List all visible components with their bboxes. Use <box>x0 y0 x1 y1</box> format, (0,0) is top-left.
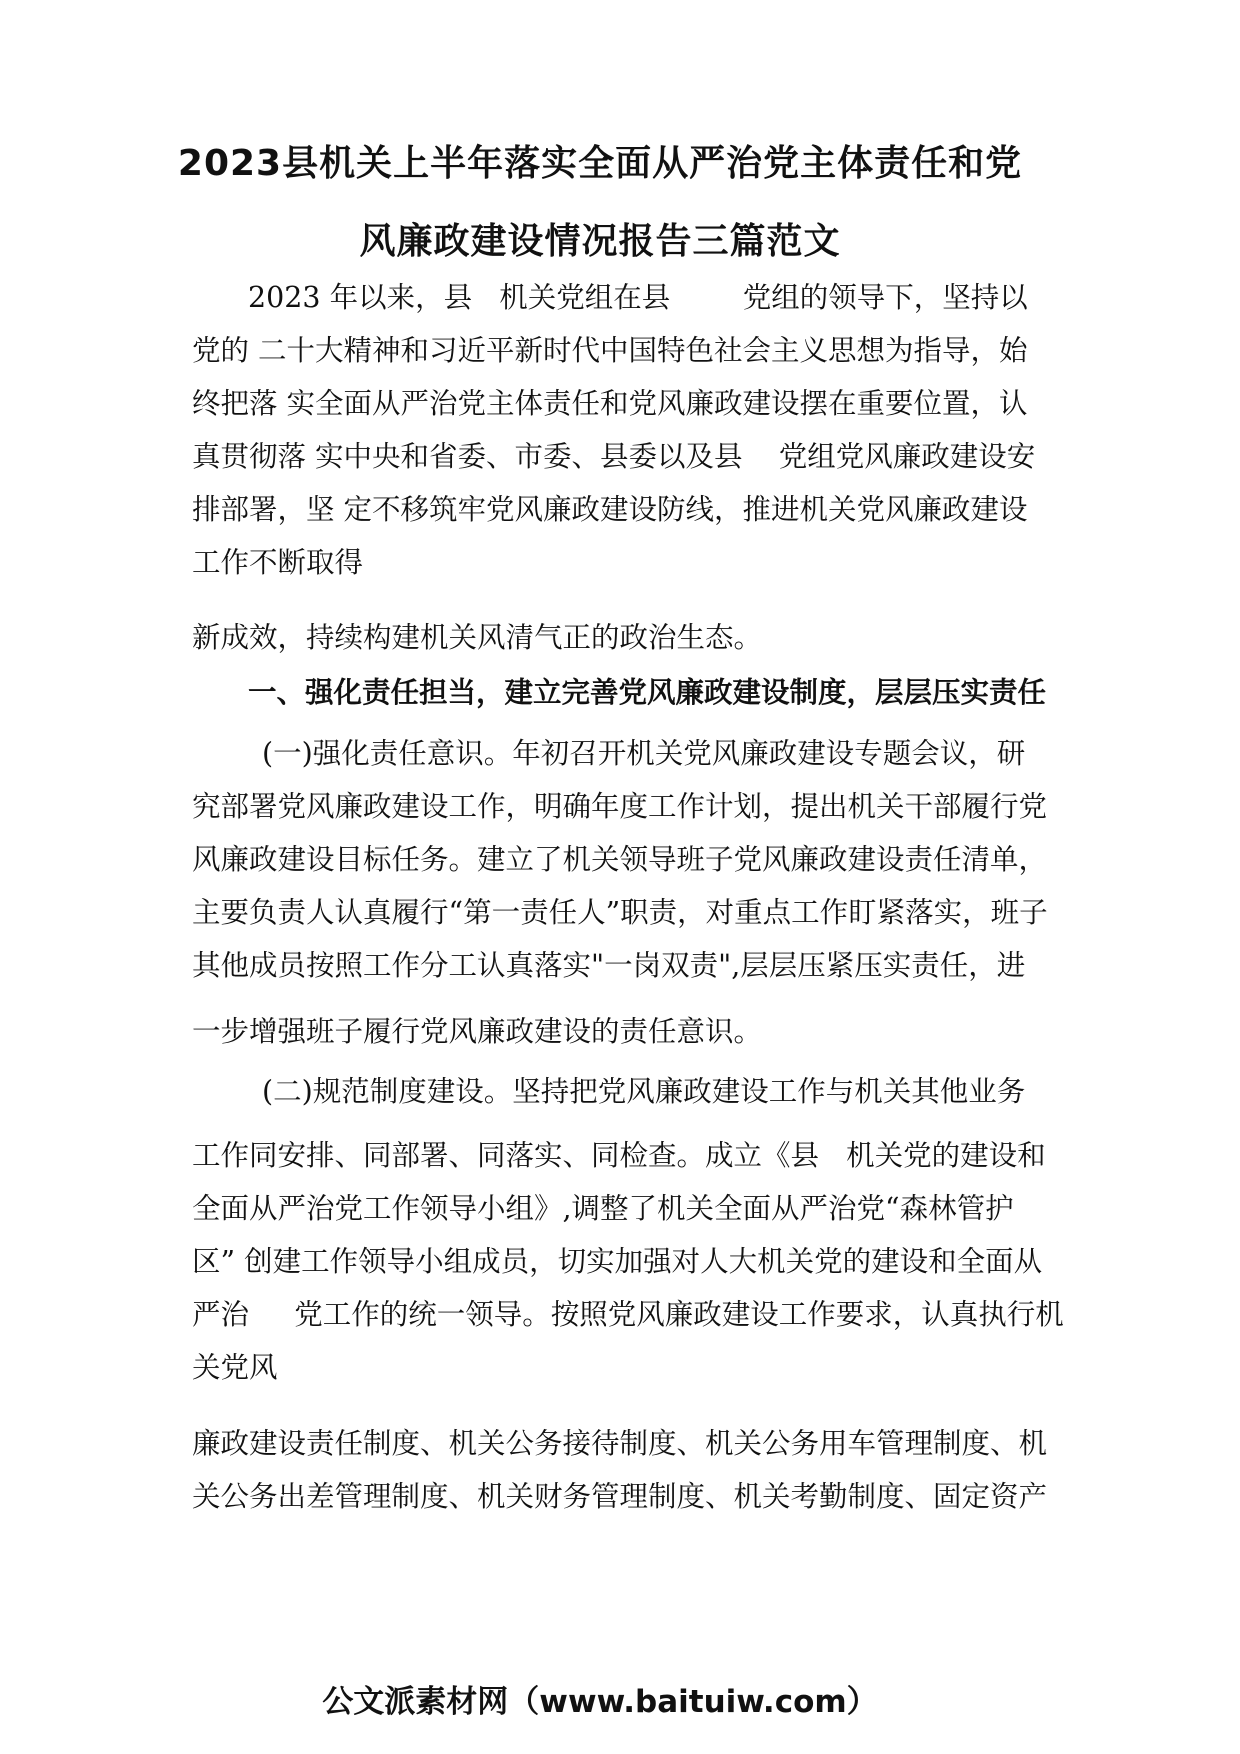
intro-line-2: 党的 二十大精神和习近平新时代中国特色社会主义思想为指导，始 <box>192 334 1028 367</box>
document-title-line-1: 2023县机关上半年落实全面从严治党主体责任和党 <box>177 143 1023 184</box>
para1-line-6: 一步增强班子履行党风廉政建设的责任意识。 <box>192 1015 763 1048</box>
para1-line-3: 风廉政建设目标任务。建立了机关领导班子党风廉政建设责任清单， <box>192 843 1048 876</box>
para2-line-2: 工作同安排、同部署、同落实、同检查。成立《县 机关党的建设和 <box>192 1139 1046 1172</box>
intro-line-6: 工作不断取得 <box>192 546 364 579</box>
para2-line-5: 严治 党工作的统一领导。按照党风廉政建设工作要求，认真执行机 <box>192 1298 1064 1331</box>
para2-line-4: 区” 创建工作领导小组成员，切实加强对人大机关党的建设和全面从 <box>192 1245 1043 1278</box>
document-title-line-2: 风廉政建设情况报告三篇范文 <box>359 221 841 262</box>
para2-line-1: (二)规范制度建设。坚持把党风廉政建设工作与机关其他业务 <box>262 1075 1026 1108</box>
para1-line-5: 其他成员按照工作分工认真落实"一岗双责",层层压紧压实责任，进 <box>192 949 1026 982</box>
para2-line-7: 廉政建设责任制度、机关公务接待制度、机关公务用车管理制度、机 <box>192 1427 1048 1460</box>
section-heading: 一、强化责任担当，建立完善党风廉政建设制度，层层压实责任 <box>248 676 1047 709</box>
intro-line-1: 2023 年以来，县 机关党组在县 党组的领导下，坚持以 <box>248 281 1028 314</box>
para2-line-6: 关党风 <box>192 1351 278 1384</box>
intro-line-4: 真贯彻落 实中央和省委、市委、县委以及县 党组党风廉政建设安 <box>192 440 1036 473</box>
para1-line-4: 主要负责人认真履行“第一责任人”职责，对重点工作盯紧落实，班子 <box>192 896 1048 929</box>
para1-line-1: (一)强化责任意识。年初召开机关党风廉政建设专题会议，研 <box>262 737 1026 770</box>
intro-line-3: 终把落 实全面从严治党主体责任和党风廉政建设摆在重要位置，认 <box>192 387 1028 420</box>
para2-line-3: 全面从严治党工作领导小组》,调整了机关全面从严治党“森林管护 <box>192 1192 1014 1225</box>
para1-line-2: 究部署党风廉政建设工作，明确年度工作计划，提出机关干部履行党 <box>192 790 1048 823</box>
para2-line-8: 关公务出差管理制度、机关财务管理制度、机关考勤制度、固定资产 <box>192 1480 1048 1513</box>
intro-line-7: 新成效，持续构建机关风清气正的政治生态。 <box>192 621 763 654</box>
footer-source: 公文派素材网（www.baituiw.com） <box>322 1684 878 1720</box>
intro-line-5: 排部署，坚 定不移筑牢党风廉政建设防线，推进机关党风廉政建设 <box>192 493 1028 526</box>
